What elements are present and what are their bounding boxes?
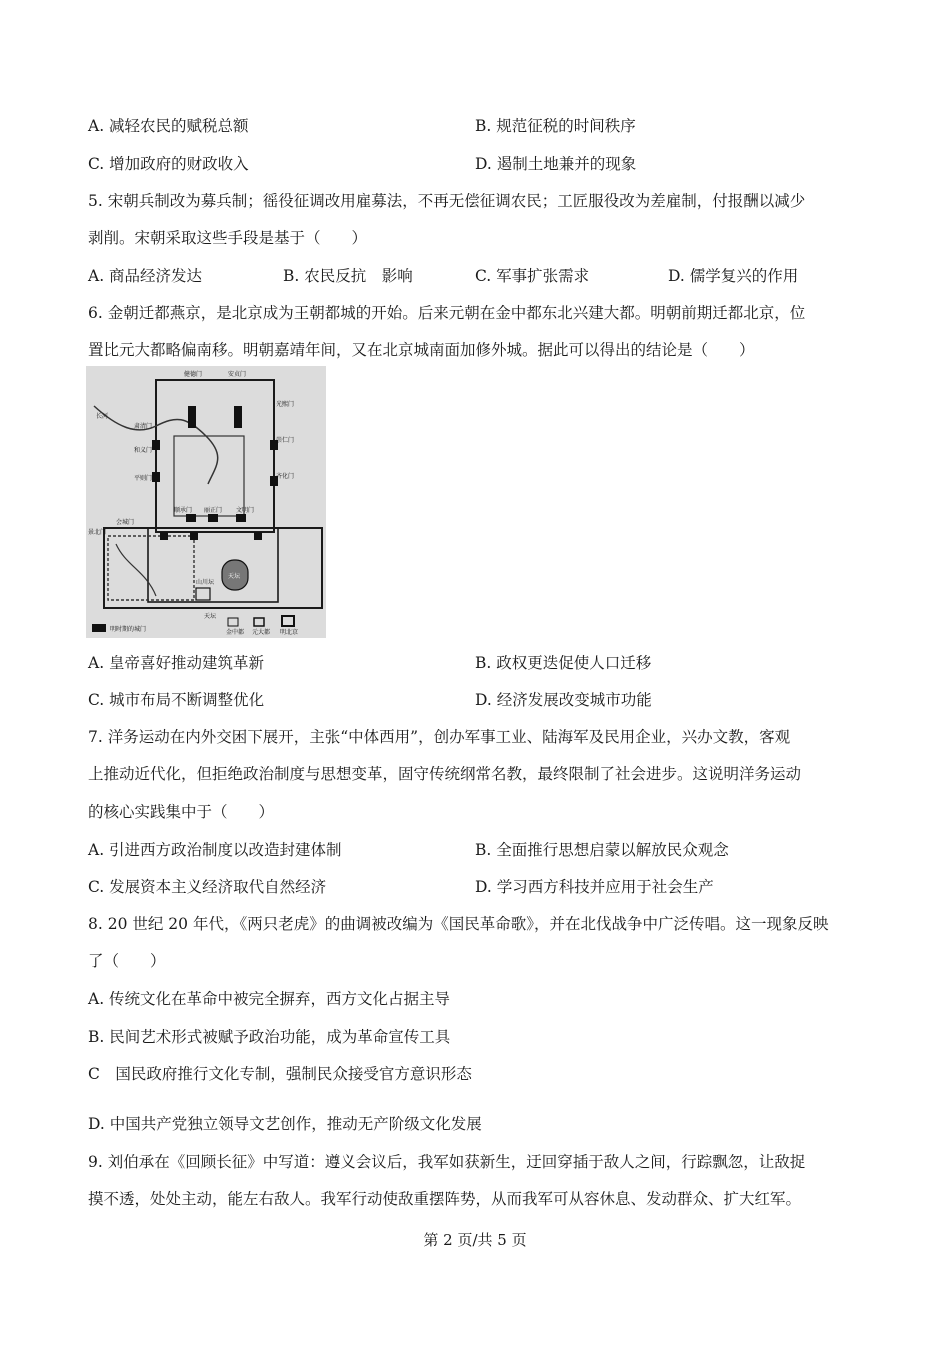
gate-label-jingbei: 景北门 [88,529,107,536]
q8-option-a: A. 传统文化在革命中被完全摒弃，西方文化占据主导 [88,990,451,1008]
gate-label-lizheng: 丽正门 [204,507,223,514]
q6-stem-line1: 6. 金朝迁都燕京，是北京成为王朝都城的开始。后来元朝在金中都东北兴建大都。明朝前期迁都北京，位 [88,304,806,322]
gate-label-qihua: 齐化门 [276,473,295,480]
gate-label-huicheng: 会城门 [116,519,135,526]
gate-label-chongren: 崇仁门 [276,437,295,444]
gate-label-shunchen: 顺承门 [174,507,193,514]
q4-option-d: D. 遏制土地兼并的现象 [475,155,637,173]
legend-ming-gate: 明时期的城门 [110,626,147,633]
q7-option-b: B. 全面推行思想启蒙以解放民众观念 [475,841,729,859]
q6-stem-line2: 置比元大都略偏南移。明朝嘉靖年间，又在北京城南面加修外城。据此可以得出的结论是（ ） [88,341,755,359]
legend-yuan: 元大都 [252,629,271,636]
gate-label-jiande: 健德门 [184,371,203,378]
q5-option-b: B. 农民反抗 影响 [283,267,413,285]
q7-option-a: A. 引进西方政治制度以改造封建体制 [88,841,342,859]
q8-option-c: C 国民政府推行文化专制，强制民众接受官方意识形态 [88,1065,472,1083]
tiantan-inner-label: 天坛 [228,573,241,580]
q7-stem-line2: 上推动近代化，但拒绝政治制度与思想变革，固守传统纲常名教，最终限制了社会进步。这说明洋务运动 [88,765,802,783]
q8-stem-line1: 8. 20 世纪 20 年代，《两只老虎》的曲调被改编为《国民革命歌》，并在北伐战争中广泛传唱。这一现象反映 [88,915,829,933]
q4-option-c: C. 增加政府的财政收入 [88,155,249,173]
q8-option-b: B. 民间艺术形式被赋予政治功能，成为革命宣传工具 [88,1028,451,1046]
q5-option-c: C. 军事扩张需求 [475,267,590,285]
legend-jin: 金中都 [226,629,245,636]
q6-option-c: C. 城市布局不断调整优化 [88,691,265,709]
gate-label-suqing: 肃清门 [134,423,153,430]
q6-option-d: D. 经济发展改变城市功能 [475,691,652,709]
legend-ming: 明北京 [280,629,299,636]
q4-option-b: B. 规范征税的时间秩序 [475,117,636,135]
q5-option-a: A. 商品经济发达 [88,267,203,285]
q7-stem-line3: 的核心实践集中于（ ） [88,803,275,821]
q5-stem-line1: 5. 宋朝兵制改为募兵制；徭役征调改用雇募法，不再无偿征调农民；工匠服役改为差雇制，付报酬以减少 [88,192,806,210]
q7-stem-line1: 7. 洋务运动在内外交困下展开，主张“中体西用”，创办军事工业、陆海军及民用企业，兴办文教，客观 [88,728,791,746]
tiantan-label: 天坛 [204,613,217,620]
q8-stem-line2: 了（ ） [88,952,166,970]
q7-option-d: D. 学习西方科技并应用于社会生产 [475,878,714,896]
shanchuan-label: 山川坛 [196,579,215,586]
q5-option-d: D. 儒学复兴的作用 [668,267,799,285]
q7-option-c: C. 发展资本主义经济取代自然经济 [88,878,327,896]
gate-label-guangxi: 光熙门 [276,401,295,408]
gate-label-anzhen: 安贞门 [228,371,247,378]
q8-option-d: D. 中国共产党独立领导文艺创作，推动无产阶级文化发展 [88,1115,482,1133]
beijing-city-map [86,366,326,638]
river-label: 长河 [96,413,109,420]
q5-stem-line2: 剥削。宋朝采取这些手段是基于（ ） [88,229,368,247]
q6-option-b: B. 政权更迭促使人口迁移 [475,654,652,672]
q9-stem-line1: 9. 刘伯承在《回顾长征》中写道：遵义会议后，我军如获新生，迂回穿插于敌人之间，行踪飘忽，让敌捉 [88,1153,806,1171]
page-number: 第 2 页/共 5 页 [423,1231,527,1249]
q6-option-a: A. 皇帝喜好推动建筑革新 [88,654,265,672]
q4-option-a: A. 减轻农民的赋税总额 [88,117,249,135]
gate-label-heyi: 和义门 [134,447,153,454]
q9-stem-line2: 摸不透，处处主动，能左右敌人。我军行动使敌重摆阵势，从而我军可从容休息、发动群众、扩大红军。 [88,1190,802,1208]
gate-label-pingze: 平则门 [134,475,153,482]
gate-label-wenming: 文明门 [236,507,255,514]
